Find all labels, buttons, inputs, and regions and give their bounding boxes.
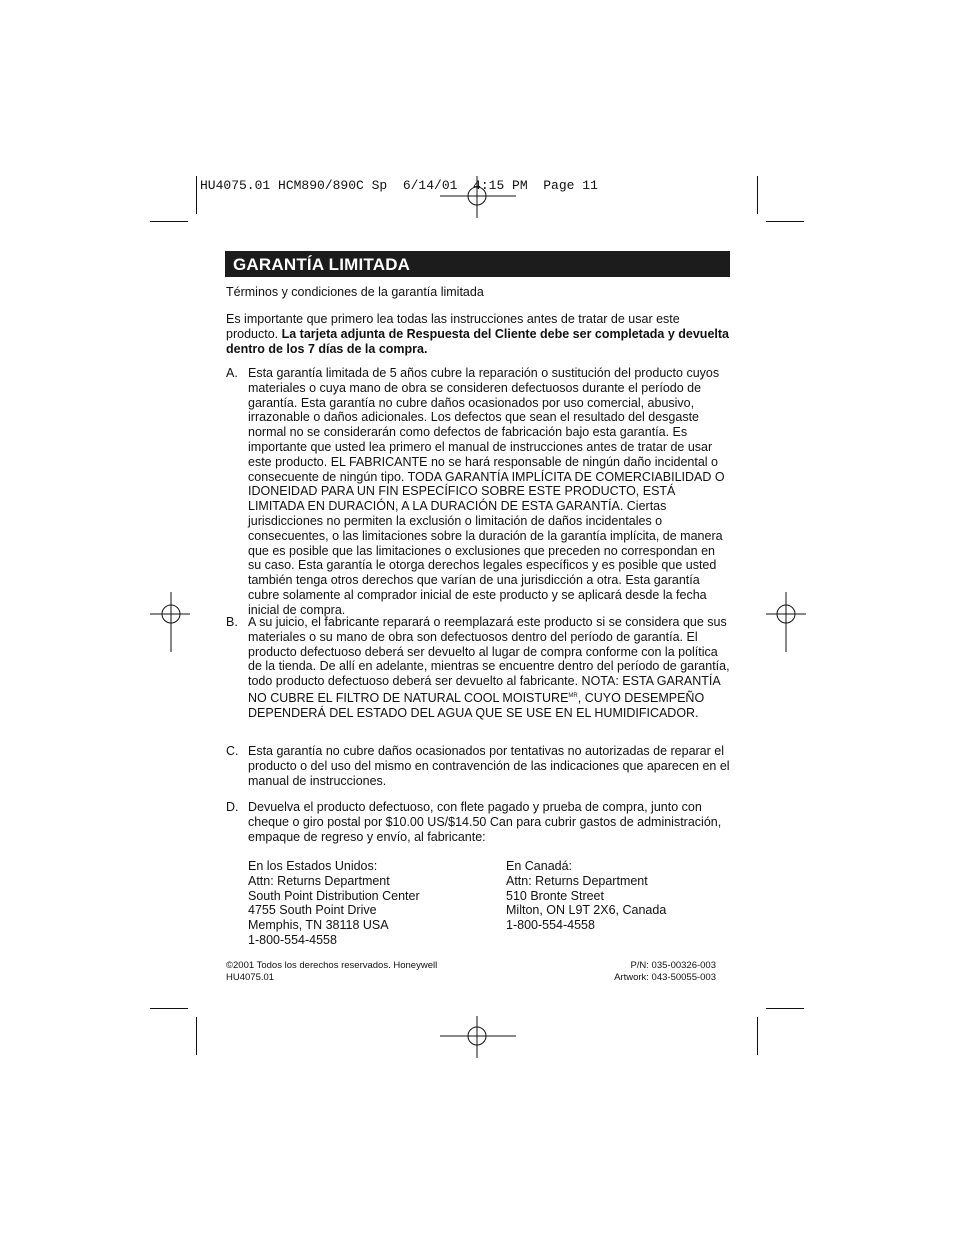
crop-mark-bottom-left-v bbox=[196, 1017, 197, 1055]
item-label: A. bbox=[226, 366, 238, 380]
item-text bbox=[248, 615, 731, 721]
footer-left bbox=[226, 960, 437, 984]
item-text: Devuelva el producto defectuoso, con flete pagado y prueba de compra, junto con cheque o giro postal por $10.00 US/$14.50 Can para cubrir gastos de administración, empaque de regreso y envío, al fabricante: bbox=[248, 800, 722, 844]
intro-normal-text: Es importante que primero lea todas las instrucciones antes de tratar de usar este producto. bbox=[226, 312, 680, 341]
item-text-after: , CUYO DESEMPEÑO DEPENDERÁ DEL ESTADO DEL AGUA QUE SE USE EN EL HUMIDIFICADOR. bbox=[248, 691, 705, 720]
address-line: Attn: Returns Department bbox=[248, 873, 390, 888]
registration-mark-left-icon bbox=[150, 592, 190, 652]
crop-mark-top-right-h bbox=[766, 221, 804, 222]
address-line: 4755 South Point Drive bbox=[248, 903, 377, 918]
address-phone: 1-800-554-4558 bbox=[248, 932, 337, 947]
copyright-text: ©2001 Todos los derechos reservados. Honeywell bbox=[226, 960, 438, 971]
crop-mark-top-left-v bbox=[196, 176, 197, 214]
artwork-number: Artwork: 043-50055-003 bbox=[614, 972, 716, 983]
warranty-item-b bbox=[226, 615, 731, 721]
address-line: Memphis, TN 38118 USA bbox=[248, 918, 389, 933]
crop-mark-top-right-v bbox=[757, 176, 758, 214]
crop-mark-bottom-right-h bbox=[766, 1008, 804, 1009]
registration-mark-top-icon bbox=[440, 176, 516, 218]
item-text: Esta garantía limitada de 5 años cubre la reparación o sustitución del producto cuyos materiales o cuya mano de obra se consideren defectuosos durante el período de garantía. Esta garantía no cubre daños ocasionados por uso comercial, abusivo, irrazonable o daños adicionales. Los defectos que sean el resultado del desgaste normal no se considerarán como defectos de fabricación bajo esta garantía. Es importante que usted lea primero el manual de instrucciones antes de tratar de usar este producto. EL FABRICANTE no se hará responsable de ningún daño incidental o consecuente de ningún tipo. TODA GARANTÍA IMPLÍCITA DE COMERCIABILIDAD O IDONEIDAD PARA UN FIN ESPECÍFICO SOBRE ESTE PRODUCTO, ESTÁ LIMITADA EN DURACIÓN, A LA DURACIÓN DE ESTA GARANTÍA. Ciertas jurisdicciones no permiten la exclusión o limitación de daños incidentales o consecuentes, o las limitaciones sobre la duración de la garantía implícita, de manera que es posible que las limitaciones o exclusiones que preceden no correspondan en su caso. Esta garantía le otorga derechos legales específicos y es posible que usted también tenga otros derechos que varían de una jurisdicción a otra. Esta garantía cubre solamente al comprador inicial de este producto y se aplicará desde la fecha inicial de compra. bbox=[248, 366, 725, 617]
address-phone: 1-800-554-4558 bbox=[506, 918, 595, 933]
item-label: C. bbox=[226, 744, 239, 758]
address-line: South Point Distribution Center bbox=[248, 888, 420, 903]
crop-mark-top-left-h bbox=[150, 221, 188, 222]
part-number: P/N: 035-00326-003 bbox=[630, 960, 716, 971]
item-label: B. bbox=[226, 615, 238, 629]
address-line: En Canadá: bbox=[506, 859, 573, 873]
trademark-superscript: MR bbox=[568, 692, 578, 699]
warranty-subtitle: Términos y condiciones de la garantía limitada bbox=[226, 285, 484, 299]
address-us bbox=[248, 859, 420, 948]
warranty-item-c bbox=[226, 744, 731, 788]
warranty-item-a bbox=[226, 366, 731, 618]
intro-bold-text: La tarjeta adjunta de Respuesta del Cliente debe ser completada y devuelta dentro de los 7 días de la compra. bbox=[226, 326, 729, 356]
address-line: 510 Bronte Street bbox=[506, 888, 604, 903]
item-label: D. bbox=[226, 800, 239, 814]
section-title-banner bbox=[225, 251, 730, 277]
page-title: GARANTÍA LIMITADA bbox=[233, 255, 411, 274]
address-canada bbox=[506, 859, 666, 933]
registration-mark-bottom-icon bbox=[440, 1016, 516, 1058]
item-text: Esta garantía no cubre daños ocasionados por tentativas no autorizadas de reparar el producto o del uso del mismo en contravención de las indicaciones que aparecen en el manual de instrucciones. bbox=[248, 744, 730, 788]
document-code: HU4075.01 bbox=[226, 972, 275, 983]
printer-slug: HU4075.01 HCM890/890C Sp 6/14/01 4:15 PM Page 11 bbox=[200, 178, 598, 193]
footer-right bbox=[614, 960, 716, 984]
intro-paragraph bbox=[226, 312, 731, 356]
item-text-before: A su juicio, el fabricante reparará o reemplazará este producto si se considera que sus materiales o su mano de obra son defectuosos dentro del período de garantía. El producto defectuoso deberá ser devuelto al lugar de compra conforme con la política de la tienda. De allí en adelante, mientras se encuentre dentro del período de garantía, todo producto defectuoso deberá ser devuelto al fabricante. NOTA: ESTA GARANTÍA NO CUBRE EL FILTRO DE NATURAL COOL MOISTURE bbox=[248, 615, 730, 706]
warranty-item-d bbox=[226, 800, 731, 844]
address-line: En los Estados Unidos: bbox=[248, 859, 378, 873]
registration-mark-right-icon bbox=[766, 592, 806, 652]
crop-mark-bottom-right-v bbox=[757, 1017, 758, 1055]
address-line: Milton, ON L9T 2X6, Canada bbox=[506, 903, 667, 918]
crop-mark-bottom-left-h bbox=[150, 1008, 188, 1009]
address-line: Attn: Returns Department bbox=[506, 873, 648, 888]
